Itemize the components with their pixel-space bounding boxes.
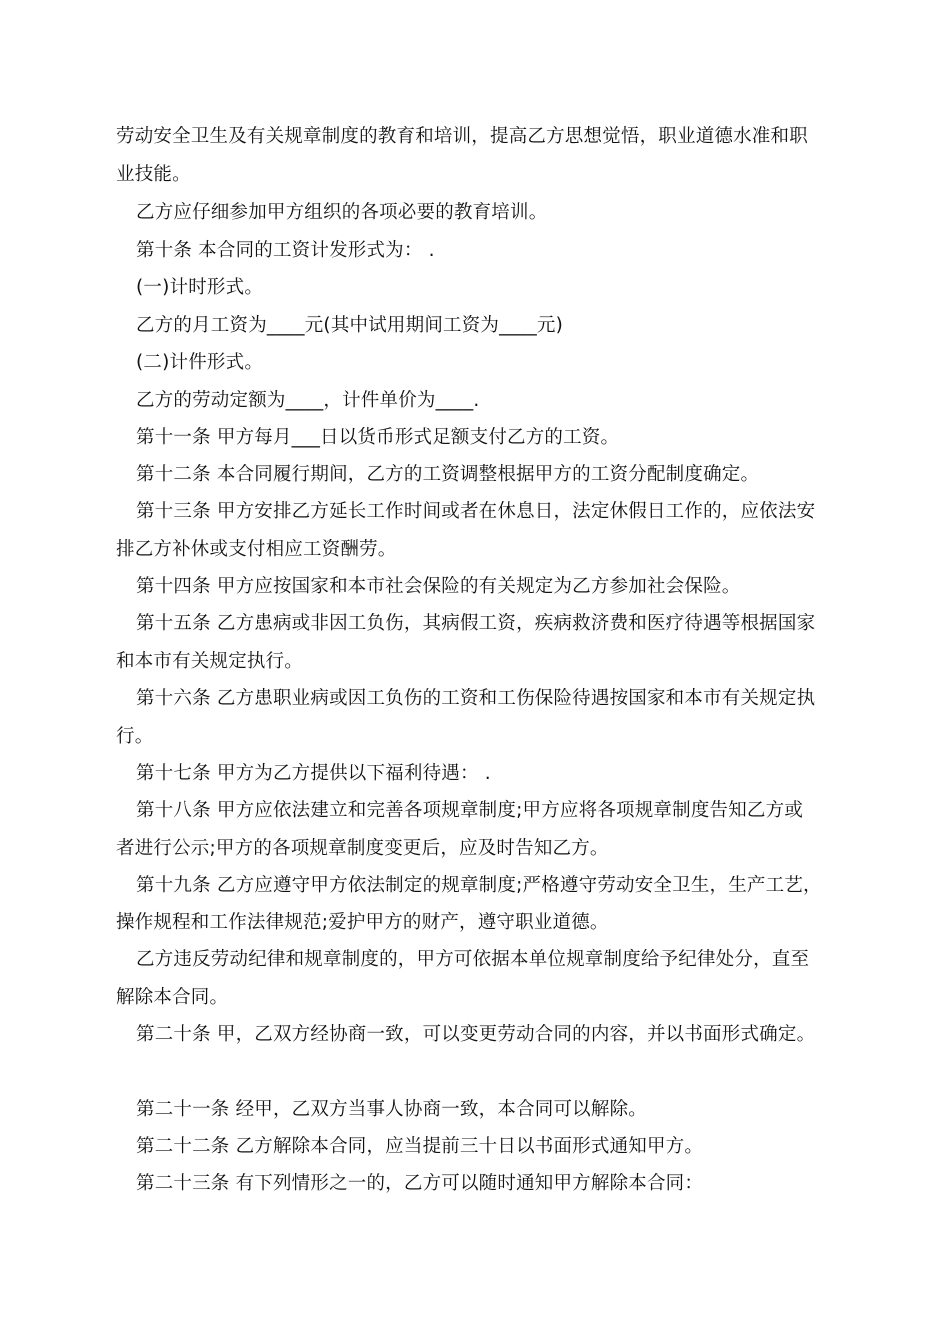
text-line: 者进行公示;甲方的各项规章制度变更后，应及时告知乙方。 <box>116 838 609 859</box>
article-16: 第十六条 乙方患职业病或因工负伤的工资和工伤保险待遇按国家和本市有关规定执 <box>136 688 816 709</box>
text-line: 和本市有关规定执行。 <box>116 651 304 672</box>
text-line: 乙方的劳动定额为____，计件单价为____. <box>136 390 480 411</box>
text-line: 乙方的月工资为____元(其中试用期间工资为____元) <box>136 315 564 336</box>
text-line: 操作规程和工作法律规范;爱护甲方的财产，遵守职业道德。 <box>116 912 609 933</box>
text-line: 解除本合同。 <box>116 987 229 1008</box>
text-line: 排乙方补休或支付相应工资酬劳。 <box>116 539 397 560</box>
text-line: 业技能。 <box>116 164 191 185</box>
article-17: 第十七条 甲方为乙方提供以下福利待遇： . <box>136 763 491 784</box>
text-line: 乙方违反劳动纪律和规章制度的，甲方可依据本单位规章制度给予纪律处分，直至 <box>136 949 810 970</box>
article-14: 第十四条 甲方应按国家和本市社会保险的有关规定为乙方参加社会保险。 <box>136 576 741 597</box>
article-20: 第二十条 甲，乙双方经协商一致，可以变更劳动合同的内容，并以书面形式确定。 <box>136 1024 816 1045</box>
text-line: 行。 <box>116 726 154 747</box>
article-15: 第十五条 乙方患病或非因工负伤，其病假工资，疾病救济费和医疗待遇等根据国家 <box>136 613 816 634</box>
text-line: (二)计件形式。 <box>136 352 264 373</box>
article-23: 第二十三条 有下列情形之一的，乙方可以随时通知甲方解除本合同： <box>136 1173 704 1194</box>
text-line: 劳动安全卫生及有关规章制度的教育和培训，提高乙方思想觉悟，职业道德水准和职 <box>116 126 808 147</box>
article-18: 第十八条 甲方应依法建立和完善各项规章制度;甲方应将各项规章制度告知乙方或 <box>136 800 804 821</box>
text-line: (一)计时形式。 <box>136 277 264 298</box>
article-19: 第十九条 乙方应遵守甲方依法制定的规章制度;严格遵守劳动安全卫生，生产工艺， <box>136 875 822 896</box>
article-21: 第二十一条 经甲，乙双方当事人协商一致，本合同可以解除。 <box>136 1099 647 1120</box>
text-line: 乙方应仔细参加甲方组织的各项必要的教育培训。 <box>136 202 548 223</box>
article-11: 第十一条 甲方每月___日以货币形式足额支付乙方的工资。 <box>136 427 620 448</box>
article-12: 第十二条 本合同履行期间，乙方的工资调整根据甲方的工资分配制度确定。 <box>136 464 760 485</box>
article-22: 第二十二条 乙方解除本合同，应当提前三十日以书面形式通知甲方。 <box>136 1136 704 1157</box>
article-13: 第十三条 甲方安排乙方延长工作时间或者在休息日，法定休假日工作的，应依法安 <box>136 501 816 522</box>
article-10-heading: 第十条 本合同的工资计发形式为： . <box>136 240 435 261</box>
